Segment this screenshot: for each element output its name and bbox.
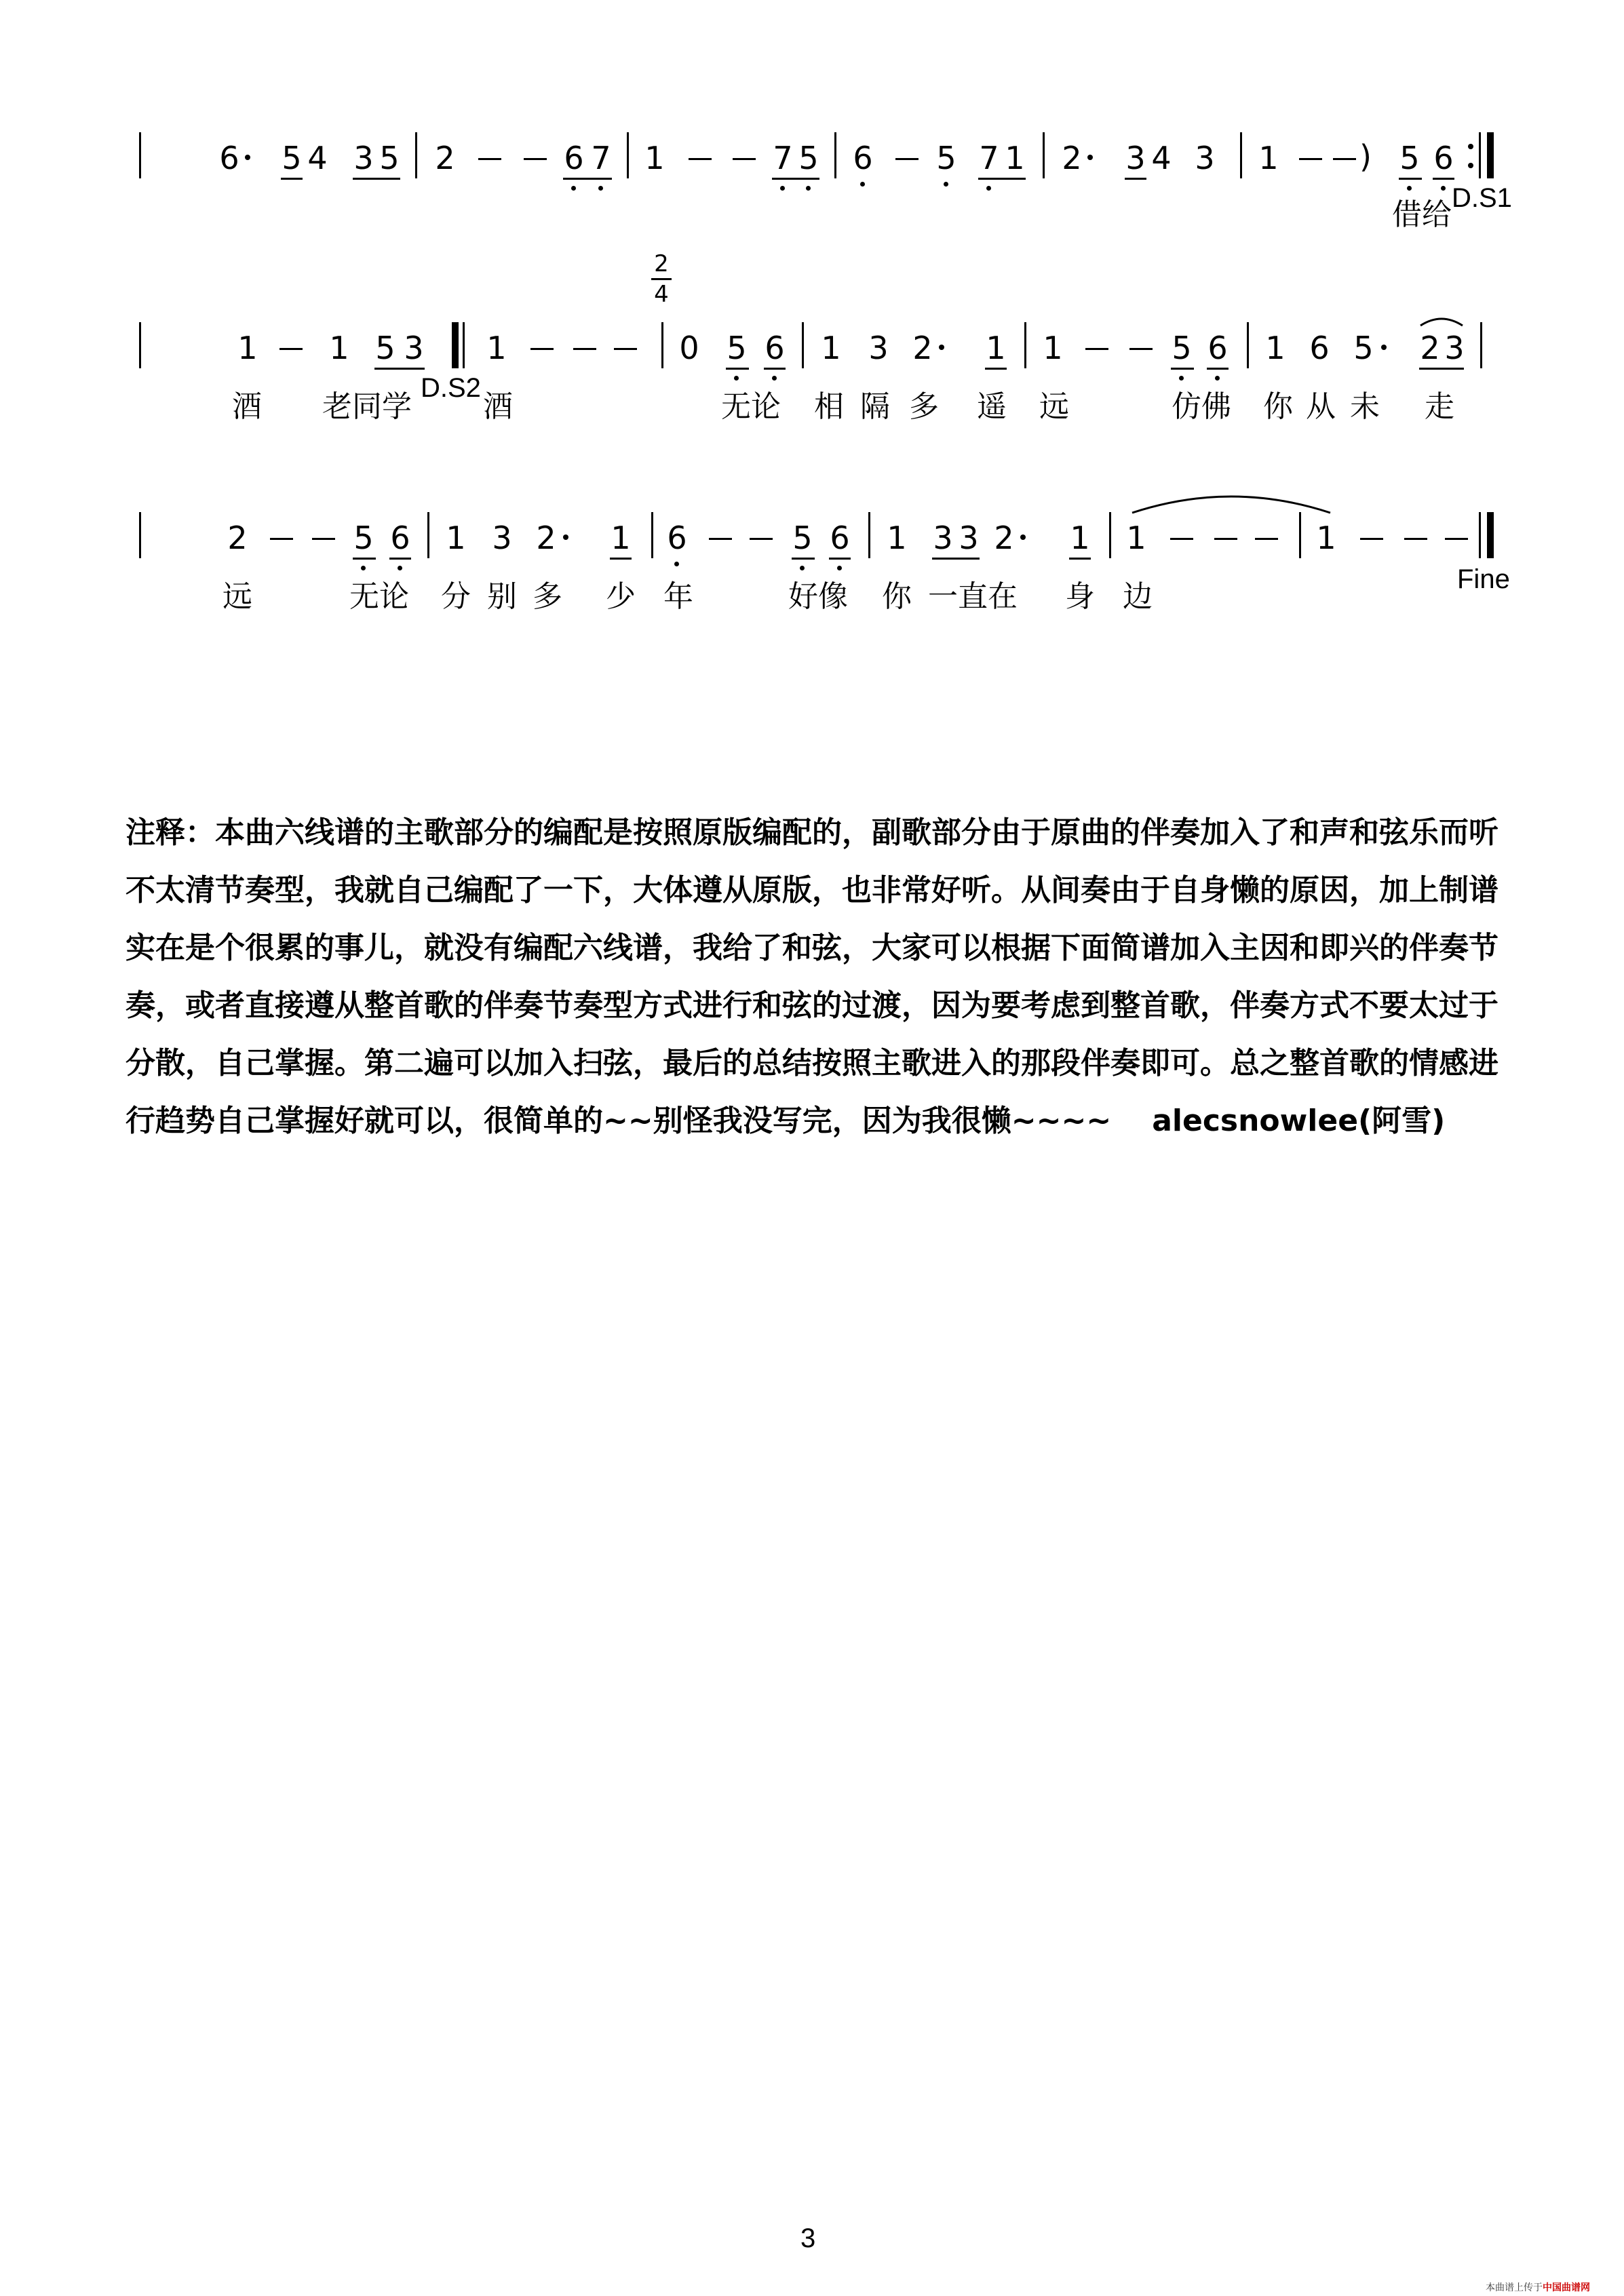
lyric: 未 xyxy=(1350,389,1380,424)
note: 3 xyxy=(1444,330,1465,366)
augmentation-dot xyxy=(1381,345,1387,350)
low-octave-dot xyxy=(944,182,948,187)
dash xyxy=(1360,538,1383,540)
note: 6 xyxy=(830,520,850,556)
underline xyxy=(772,178,819,180)
underline xyxy=(610,558,632,560)
underline xyxy=(1069,558,1091,560)
note: 1 xyxy=(887,520,907,556)
note: 2 xyxy=(912,330,933,366)
note: 1 xyxy=(644,140,665,176)
note: 1 xyxy=(1126,520,1146,556)
dash xyxy=(1170,538,1193,540)
underline xyxy=(829,558,851,560)
low-octave-dot xyxy=(674,562,679,566)
dash xyxy=(733,158,756,160)
augmentation-dot xyxy=(939,345,944,350)
note: 2 xyxy=(536,520,556,556)
time-signature xyxy=(651,252,672,307)
note: 1 xyxy=(821,330,841,366)
barline xyxy=(139,512,141,558)
low-octave-dot xyxy=(734,376,739,381)
underline xyxy=(374,368,425,370)
fine-mark: Fine xyxy=(1457,564,1510,594)
low-octave-dot xyxy=(598,186,603,191)
note: 4 xyxy=(307,140,328,176)
final-barline-thick xyxy=(1487,512,1494,558)
note: 7 xyxy=(591,140,611,176)
note: 5 xyxy=(727,330,747,366)
barline xyxy=(1299,512,1301,558)
lyric: 一直在 xyxy=(928,579,1018,614)
lyric: 仿佛 xyxy=(1172,389,1231,424)
note: 3 xyxy=(1195,140,1215,176)
lyric: 年 xyxy=(663,579,693,614)
note: 5 xyxy=(379,140,400,176)
note: 2 xyxy=(1062,140,1082,176)
dash xyxy=(614,348,637,350)
lyric: 远 xyxy=(1039,389,1069,424)
dash xyxy=(530,348,554,350)
dash xyxy=(312,538,335,540)
underline xyxy=(1207,368,1229,370)
watermark-prefix: 本曲谱上传于 xyxy=(1486,2282,1543,2293)
underline xyxy=(792,558,815,560)
note: 5 xyxy=(353,520,374,556)
dash xyxy=(1333,158,1356,160)
note: 1 xyxy=(1316,520,1336,556)
segment-barline-thin xyxy=(463,322,465,368)
low-octave-dot xyxy=(1407,186,1412,191)
note: 0 xyxy=(679,330,699,366)
note: 6 xyxy=(390,520,410,556)
note: 5 xyxy=(936,140,956,176)
dash xyxy=(1445,538,1468,540)
underline xyxy=(281,178,303,180)
ds1-mark: D.S1 xyxy=(1452,183,1512,213)
barline xyxy=(651,512,653,558)
low-octave-dot xyxy=(361,566,366,570)
note: 5 xyxy=(282,140,302,176)
lyric: 你 xyxy=(1263,389,1293,424)
underline xyxy=(389,558,411,560)
note: 1 xyxy=(237,330,258,366)
repeat-barline-thin xyxy=(1479,132,1481,178)
note: 6 xyxy=(667,520,687,556)
underline xyxy=(764,368,786,370)
note: 5 xyxy=(1399,140,1420,176)
closing-parenthesis: ) xyxy=(1359,138,1372,175)
lyric: 你 xyxy=(882,579,912,614)
low-octave-dot xyxy=(1215,376,1220,381)
note: 1 xyxy=(1070,520,1090,556)
barline xyxy=(427,512,429,558)
lyric: 别 xyxy=(487,579,517,614)
dash xyxy=(1214,538,1237,540)
low-octave-dot xyxy=(986,186,991,191)
underline xyxy=(985,368,1007,370)
note: 2 xyxy=(227,520,248,556)
note: 6 xyxy=(1309,330,1330,366)
watermark xyxy=(1486,2280,1590,2294)
note: 3 xyxy=(959,520,979,556)
lyric: 好像 xyxy=(788,579,848,614)
barline xyxy=(868,512,870,558)
low-octave-dot xyxy=(398,566,402,570)
barline xyxy=(1109,512,1111,558)
note: 7 xyxy=(979,140,999,176)
note: 6 xyxy=(1433,140,1454,176)
note: 5 xyxy=(375,330,395,366)
lyric: 酒 xyxy=(483,389,513,424)
dash xyxy=(1129,348,1153,350)
note: 5 xyxy=(1172,330,1192,366)
note: 3 xyxy=(492,520,512,556)
low-octave-dot xyxy=(1179,376,1184,381)
repeat-barline-thick xyxy=(1487,132,1494,178)
final-barline-thin xyxy=(1479,512,1481,558)
lyric: 边 xyxy=(1123,579,1153,614)
barline xyxy=(1480,322,1482,368)
dash xyxy=(709,538,732,540)
underline xyxy=(1433,178,1454,180)
lyric: 远 xyxy=(223,579,252,614)
dash xyxy=(478,158,501,160)
dash xyxy=(1255,538,1278,540)
lyric: 遥 xyxy=(977,389,1007,424)
dash xyxy=(279,348,303,350)
low-octave-dot xyxy=(1441,186,1446,191)
note: 6 xyxy=(564,140,584,176)
dash xyxy=(524,158,547,160)
low-octave-dot xyxy=(806,186,811,191)
note: 1 xyxy=(1258,140,1279,176)
note: 2 xyxy=(1420,330,1440,366)
barline xyxy=(1247,322,1249,368)
note: 4 xyxy=(1151,140,1172,176)
underline xyxy=(353,558,376,560)
note: 1 xyxy=(446,520,466,556)
note: 5 xyxy=(1353,330,1374,366)
barline xyxy=(661,322,663,368)
note: 1 xyxy=(1043,330,1063,366)
underline xyxy=(1419,368,1464,370)
note: 1 xyxy=(986,330,1006,366)
note: 5 xyxy=(792,520,813,556)
lyric: 多 xyxy=(533,579,562,614)
underline xyxy=(932,558,980,560)
ds2-mark: D.S2 xyxy=(421,373,481,403)
low-octave-dot xyxy=(780,186,785,191)
dash xyxy=(895,158,919,160)
lyric: 相 xyxy=(814,389,844,424)
lyric: 隔 xyxy=(860,389,890,424)
note: 5 xyxy=(798,140,819,176)
barline xyxy=(1043,132,1045,178)
low-octave-dot xyxy=(800,566,805,570)
lyric: 身 xyxy=(1065,579,1095,614)
underline xyxy=(1171,368,1194,370)
lyric: 少 xyxy=(606,579,636,614)
augmentation-dot xyxy=(245,155,250,160)
barline xyxy=(627,132,629,178)
low-octave-dot xyxy=(772,376,777,381)
note: 3 xyxy=(353,140,374,176)
note: 7 xyxy=(773,140,793,176)
time-signature-numerator: 2 xyxy=(654,250,669,277)
time-signature-line xyxy=(651,278,672,280)
annotation-paragraph xyxy=(125,804,1509,1150)
dash xyxy=(750,538,773,540)
lyric: 老同学 xyxy=(322,389,412,424)
low-octave-dot xyxy=(860,182,865,187)
barline xyxy=(1240,132,1242,178)
dash xyxy=(1085,348,1108,350)
augmentation-dot xyxy=(563,534,568,540)
barline xyxy=(415,132,417,178)
note: 1 xyxy=(486,330,507,366)
note: 3 xyxy=(1125,140,1146,176)
note: 1 xyxy=(1005,140,1025,176)
note: 6 xyxy=(765,330,785,366)
time-signature-denominator: 4 xyxy=(654,281,669,308)
note: 2 xyxy=(994,520,1014,556)
note: 2 xyxy=(435,140,455,176)
note: 1 xyxy=(611,520,631,556)
note: 1 xyxy=(329,330,349,366)
underline xyxy=(978,178,1026,180)
underline xyxy=(353,178,400,180)
barline xyxy=(139,132,141,178)
dash xyxy=(1404,538,1427,540)
segment-barline-thick xyxy=(452,322,459,368)
underline xyxy=(726,368,749,370)
dash xyxy=(1299,158,1322,160)
barline xyxy=(139,322,141,368)
lyric: 借给 xyxy=(1392,197,1452,232)
underline xyxy=(563,178,612,180)
slur xyxy=(1418,312,1465,328)
watermark-brand: 中国曲谱网 xyxy=(1543,2282,1590,2293)
annotation-body: 注释：本曲六线谱的主歌部分的编配是按照原版编配的，副歌部分由于原曲的伴奏加入了和声和弦乐而听不太清节奏型，我就自己编配了一下，大体遵从原版，也非常好听。从间奏由于自身懒的原因，加上制谱实在是个很累的事儿，就没有编配六线谱，我给了和弦，大家可以根据下面简谱加入主因和即兴的伴奏节奏，或者直接遵从整首歌的伴奏节奏型方式进行和弦的过渡，因为要考虑到整首歌，伴奏方式不要太过于分散，自己掌握。第二遍可以加入扫弦，最后的总结按照主歌进入的那段伴奏即可。总之整首歌的情感进行趋势自己掌握好就可以，很简单的~~别怪我没写完，因为我很懒~~~~ xyxy=(125,815,1499,1138)
underline xyxy=(1125,178,1146,180)
note: 1 xyxy=(1265,330,1285,366)
augmentation-dot xyxy=(1020,534,1026,540)
note: 3 xyxy=(933,520,953,556)
note: 6 xyxy=(1207,330,1228,366)
repeat-dot xyxy=(1468,163,1473,168)
lyric: 无论 xyxy=(721,389,781,424)
lyric: 酒 xyxy=(232,389,262,424)
lyric: 走 xyxy=(1425,389,1454,424)
underline xyxy=(1399,178,1422,180)
note: 3 xyxy=(404,330,424,366)
page-number: 3 xyxy=(800,2223,816,2253)
dash xyxy=(689,158,712,160)
low-octave-dot xyxy=(837,566,842,570)
annotation-author: alecsnowlee(阿雪) xyxy=(1152,1104,1446,1138)
barline xyxy=(802,322,804,368)
tie xyxy=(1129,488,1333,515)
repeat-dot xyxy=(1468,144,1473,149)
note: 6 xyxy=(853,140,873,176)
dash xyxy=(270,538,293,540)
low-octave-dot xyxy=(571,186,576,191)
augmentation-dot xyxy=(1087,155,1093,160)
lyric: 无论 xyxy=(349,579,409,614)
barline xyxy=(1024,322,1026,368)
lyric: 多 xyxy=(909,389,939,424)
lyric: 从 xyxy=(1306,389,1336,424)
note: 6 xyxy=(219,140,239,176)
barline xyxy=(834,132,836,178)
note: 3 xyxy=(868,330,889,366)
dash xyxy=(573,348,596,350)
lyric: 分 xyxy=(441,579,471,614)
